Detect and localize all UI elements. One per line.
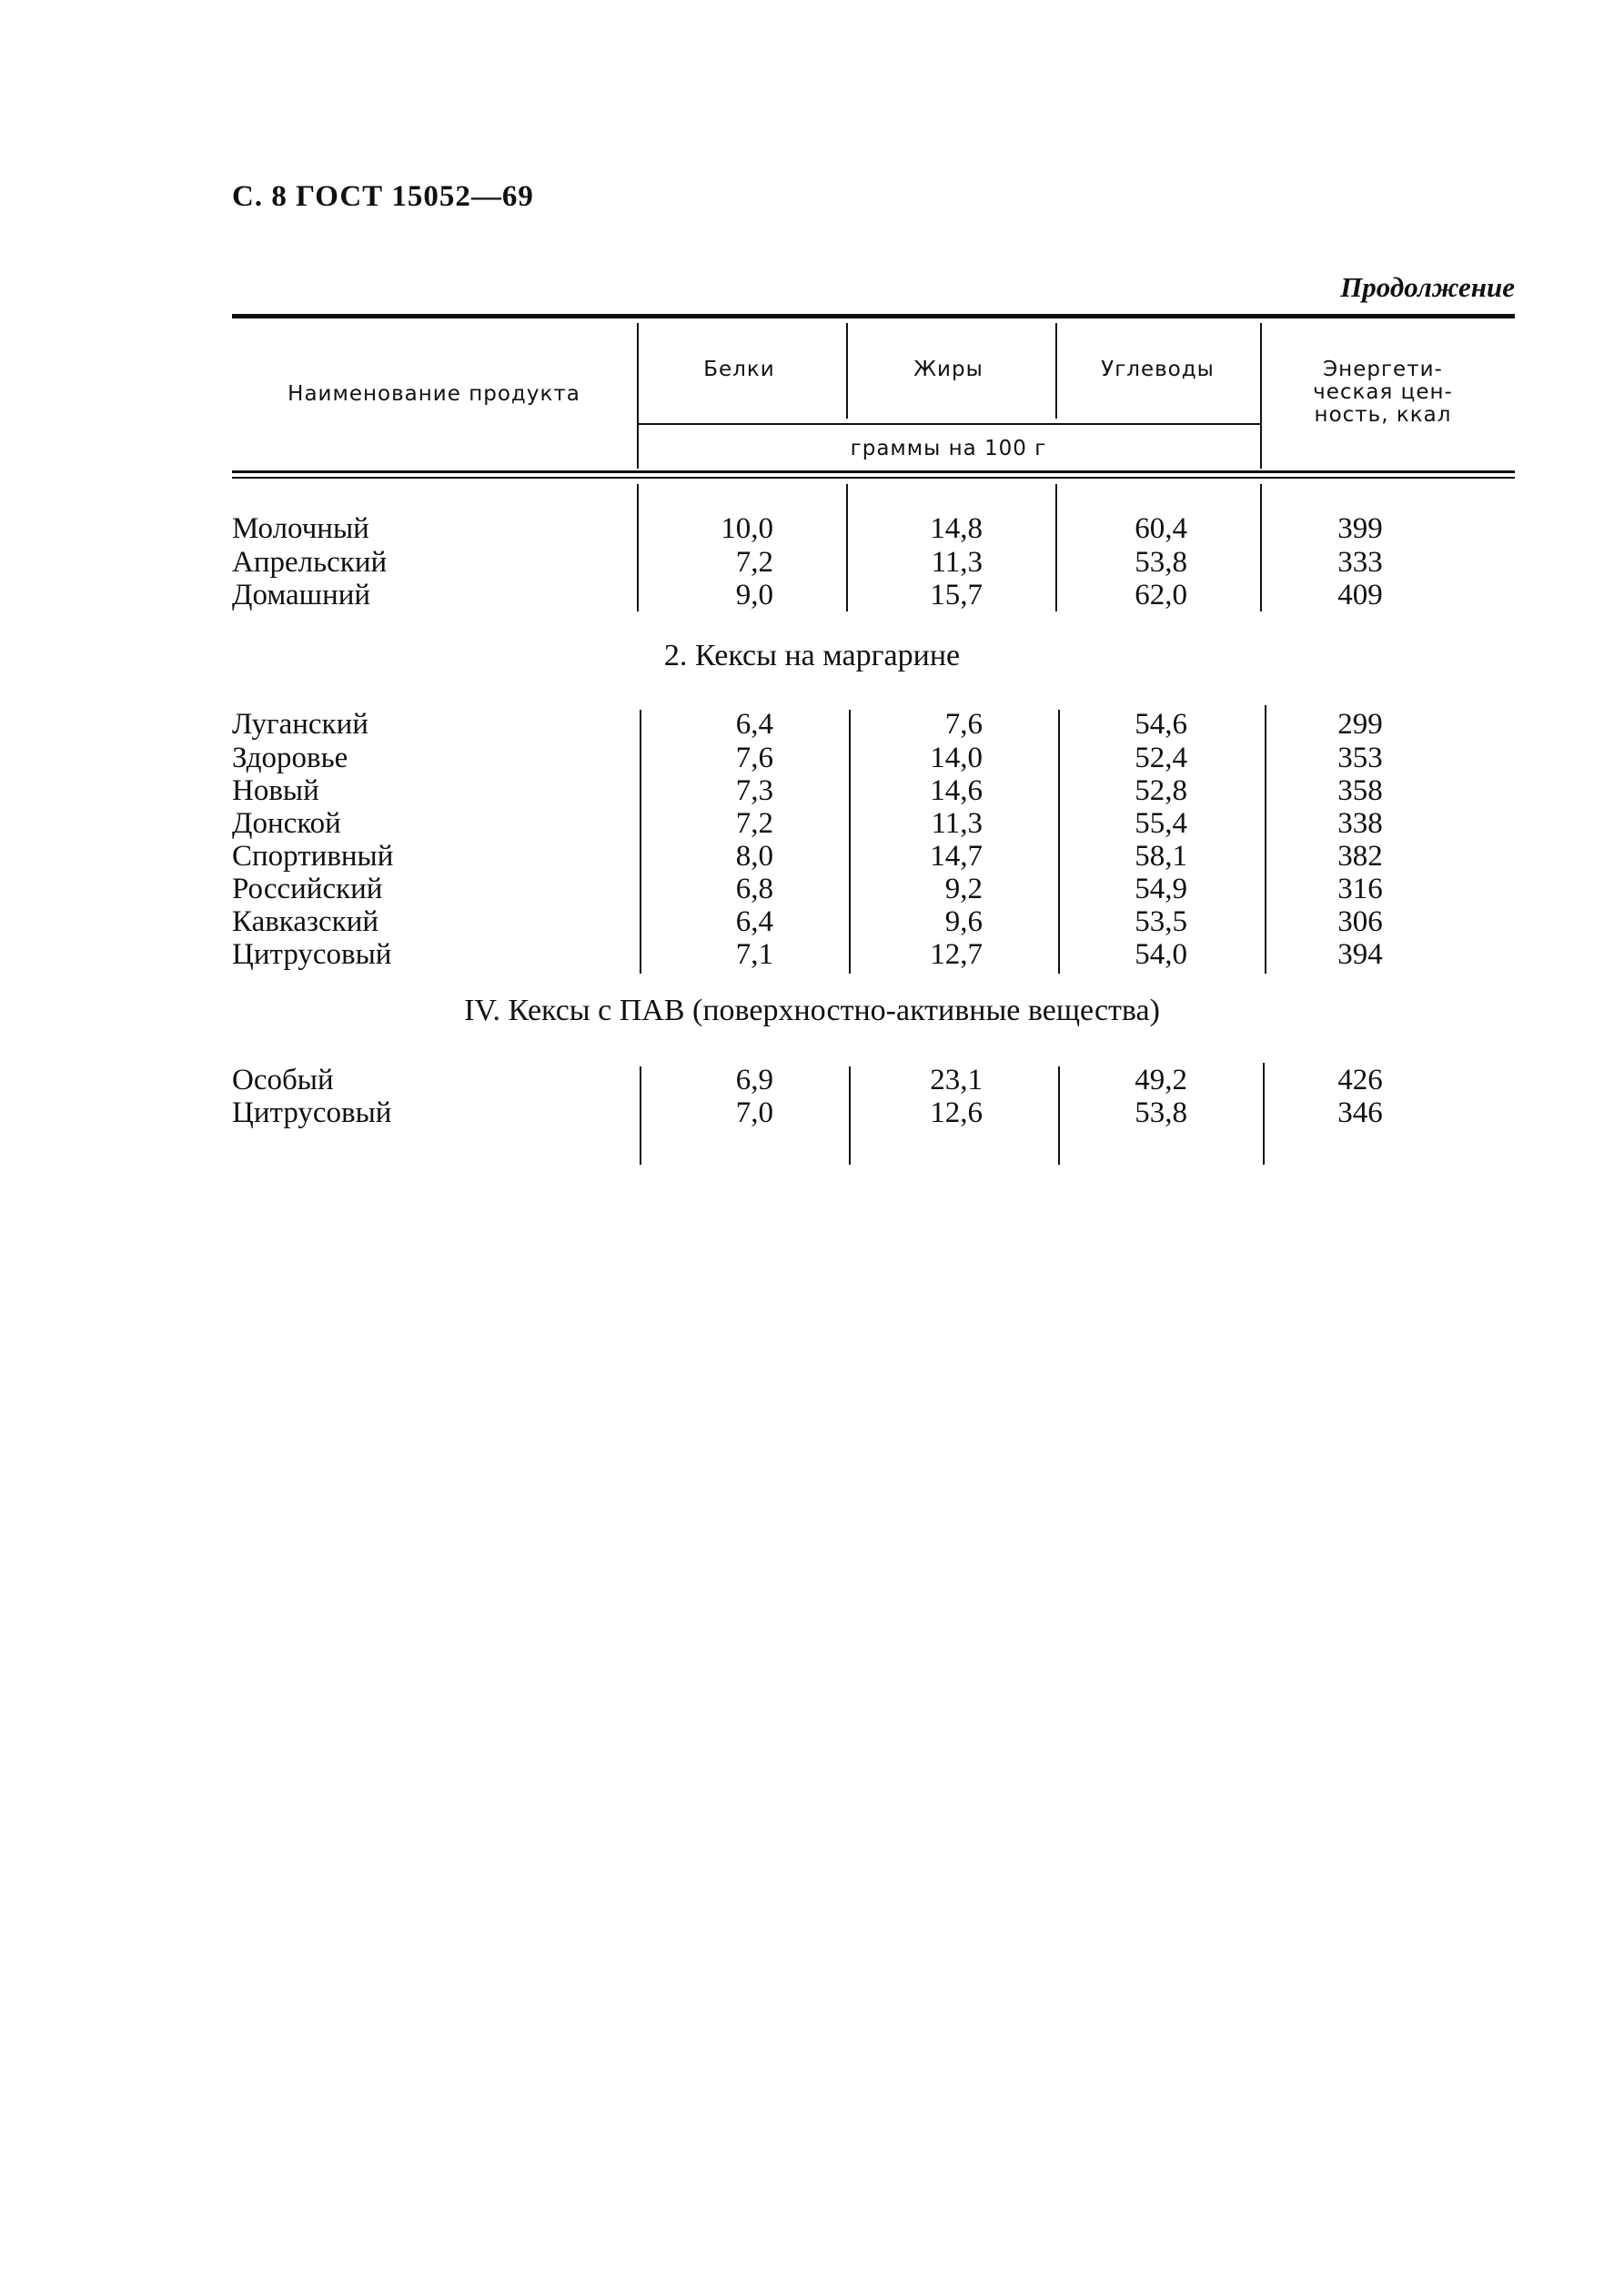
fat-value: 14,6 [930, 774, 983, 807]
product-name: Кавказский [232, 905, 379, 938]
protein-value: 6,4 [735, 708, 773, 741]
carbs-value: 53,8 [1135, 1096, 1187, 1129]
product-name: Спортивный [232, 840, 394, 873]
carbs-value: 58,1 [1135, 840, 1187, 873]
table-row [0, 774, 1624, 807]
energy-value: 299 [1337, 708, 1383, 741]
energy-value: 426 [1337, 1064, 1383, 1096]
column-divider [1058, 710, 1060, 974]
fat-value: 12,7 [930, 938, 983, 971]
column-divider [849, 710, 851, 974]
protein-value: 7,1 [735, 938, 773, 971]
protein-value: 8,0 [735, 840, 773, 873]
fat-value: 12,6 [930, 1096, 983, 1129]
column-header-energy-3: ность, ккал [1314, 403, 1452, 427]
header-divider [846, 323, 848, 419]
column-divider [1260, 484, 1262, 611]
fat-value: 11,3 [931, 546, 983, 579]
table-row [0, 742, 1624, 774]
column-divider [849, 1066, 851, 1165]
carbs-value: 52,8 [1135, 774, 1187, 807]
protein-value: 7,0 [735, 1096, 773, 1129]
header-divider [637, 323, 639, 469]
energy-value: 409 [1337, 579, 1383, 611]
fat-value: 14,8 [930, 512, 983, 545]
fat-value: 9,2 [944, 873, 983, 905]
table-row [0, 546, 1624, 579]
product-name: Здоровье [232, 742, 348, 774]
header-units-rule [637, 423, 1260, 425]
table-row [0, 840, 1624, 873]
product-name: Цитрусовый [232, 1096, 392, 1129]
energy-value: 346 [1337, 1096, 1383, 1129]
product-name: Домашний [232, 579, 371, 611]
column-header-protein: Белки [703, 358, 775, 381]
carbs-value: 53,8 [1135, 546, 1187, 579]
table-row [0, 905, 1624, 938]
column-divider [1263, 1063, 1265, 1165]
energy-value: 399 [1337, 512, 1383, 545]
column-divider [1058, 1066, 1060, 1165]
fat-value: 11,3 [931, 807, 983, 840]
column-divider [1265, 705, 1266, 974]
protein-value: 6,9 [735, 1064, 773, 1096]
fat-value: 14,0 [930, 742, 983, 774]
column-divider [1055, 484, 1057, 611]
protein-value: 9,0 [735, 579, 773, 611]
protein-value: 7,3 [735, 774, 773, 807]
table-row [0, 1096, 1624, 1129]
header-divider [1260, 323, 1262, 469]
column-header-energy-2: ческая цен- [1313, 380, 1453, 404]
protein-value: 7,2 [735, 807, 773, 840]
energy-value: 353 [1337, 742, 1383, 774]
column-divider [640, 710, 641, 974]
column-divider [637, 484, 639, 611]
product-name: Особый [232, 1064, 334, 1096]
fat-value: 14,7 [930, 840, 983, 873]
product-name: Донской [232, 807, 341, 840]
carbs-value: 54,9 [1135, 873, 1187, 905]
carbs-value: 62,0 [1135, 579, 1187, 611]
table-row [0, 579, 1624, 611]
column-header-carbs: Углеводы [1101, 358, 1215, 381]
column-header-fat: Жиры [913, 358, 983, 381]
table-top-rule [232, 314, 1515, 318]
protein-value: 6,8 [735, 873, 773, 905]
table-row [0, 512, 1624, 545]
product-name: Луганский [232, 708, 368, 741]
protein-value: 10,0 [721, 512, 773, 545]
table-row [0, 807, 1624, 840]
carbs-value: 55,4 [1135, 807, 1187, 840]
header-divider [1055, 323, 1057, 419]
table-header-rule [232, 477, 1515, 479]
fat-value: 7,6 [944, 708, 983, 741]
table-row [0, 708, 1624, 741]
energy-value: 382 [1337, 840, 1383, 873]
carbs-value: 53,5 [1135, 905, 1187, 938]
carbs-value: 60,4 [1135, 512, 1187, 545]
column-header-energy-1: Энергети- [1323, 358, 1443, 381]
continuation-label: Продолжение [1340, 271, 1515, 303]
table-row [0, 1064, 1624, 1096]
energy-value: 316 [1337, 873, 1383, 905]
energy-value: 333 [1337, 546, 1383, 579]
carbs-value: 54,6 [1135, 708, 1187, 741]
product-name: Молочный [232, 512, 369, 545]
section-title: IV. Кексы с ПАВ (поверхностно-активные вещества) [464, 994, 1160, 1027]
fat-value: 23,1 [930, 1064, 983, 1096]
protein-value: 7,6 [735, 742, 773, 774]
column-divider [846, 484, 848, 611]
carbs-value: 54,0 [1135, 938, 1187, 971]
column-divider [640, 1066, 641, 1165]
energy-value: 338 [1337, 807, 1383, 840]
column-header-name: Наименование продукта [287, 382, 580, 406]
protein-value: 6,4 [735, 905, 773, 938]
fat-value: 9,6 [944, 905, 983, 938]
table-row [0, 873, 1624, 905]
protein-value: 7,2 [735, 546, 773, 579]
energy-value: 358 [1337, 774, 1383, 807]
product-name: Апрельский [232, 546, 388, 579]
table-header-rule [232, 470, 1515, 473]
column-header-units: граммы на 100 г [850, 437, 1047, 460]
product-name: Цитрусовый [232, 938, 392, 971]
carbs-value: 52,4 [1135, 742, 1187, 774]
carbs-value: 49,2 [1135, 1064, 1187, 1096]
product-name: Российский [232, 873, 383, 905]
page-header: С. 8 ГОСТ 15052—69 [232, 180, 534, 213]
table-row [0, 938, 1624, 971]
product-name: Новый [232, 774, 319, 807]
fat-value: 15,7 [930, 579, 983, 611]
section-title: 2. Кексы на маргарине [663, 639, 961, 672]
energy-value: 394 [1337, 938, 1383, 971]
energy-value: 306 [1337, 905, 1383, 938]
